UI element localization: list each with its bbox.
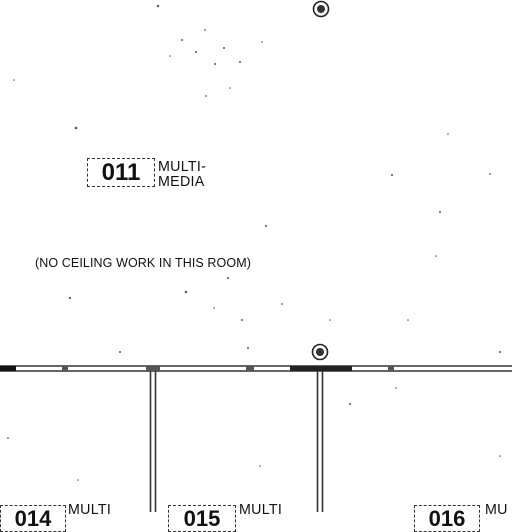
room-name-014: MULTI	[68, 501, 112, 518]
room-number-014: 014	[0, 505, 66, 532]
scan-speckles	[7, 5, 501, 481]
partition-wall	[318, 371, 323, 512]
room-number-011: 011	[87, 158, 155, 187]
ceiling-fixture-icon	[313, 345, 328, 360]
ceiling-fixture-icon	[314, 2, 329, 17]
room-name-016: MU	[485, 501, 508, 518]
room-name-015: MULTI	[239, 501, 283, 518]
room-number-015: 015	[168, 505, 236, 532]
corridor-wall	[0, 366, 512, 371]
ceiling-note: (NO CEILING WORK IN THIS ROOM)	[35, 256, 251, 270]
partition-wall	[151, 371, 156, 512]
room-name-011-line1: MULTI-	[158, 158, 207, 175]
room-name-011-line2: MEDIA	[158, 173, 205, 190]
room-number-016: 016	[414, 505, 480, 532]
